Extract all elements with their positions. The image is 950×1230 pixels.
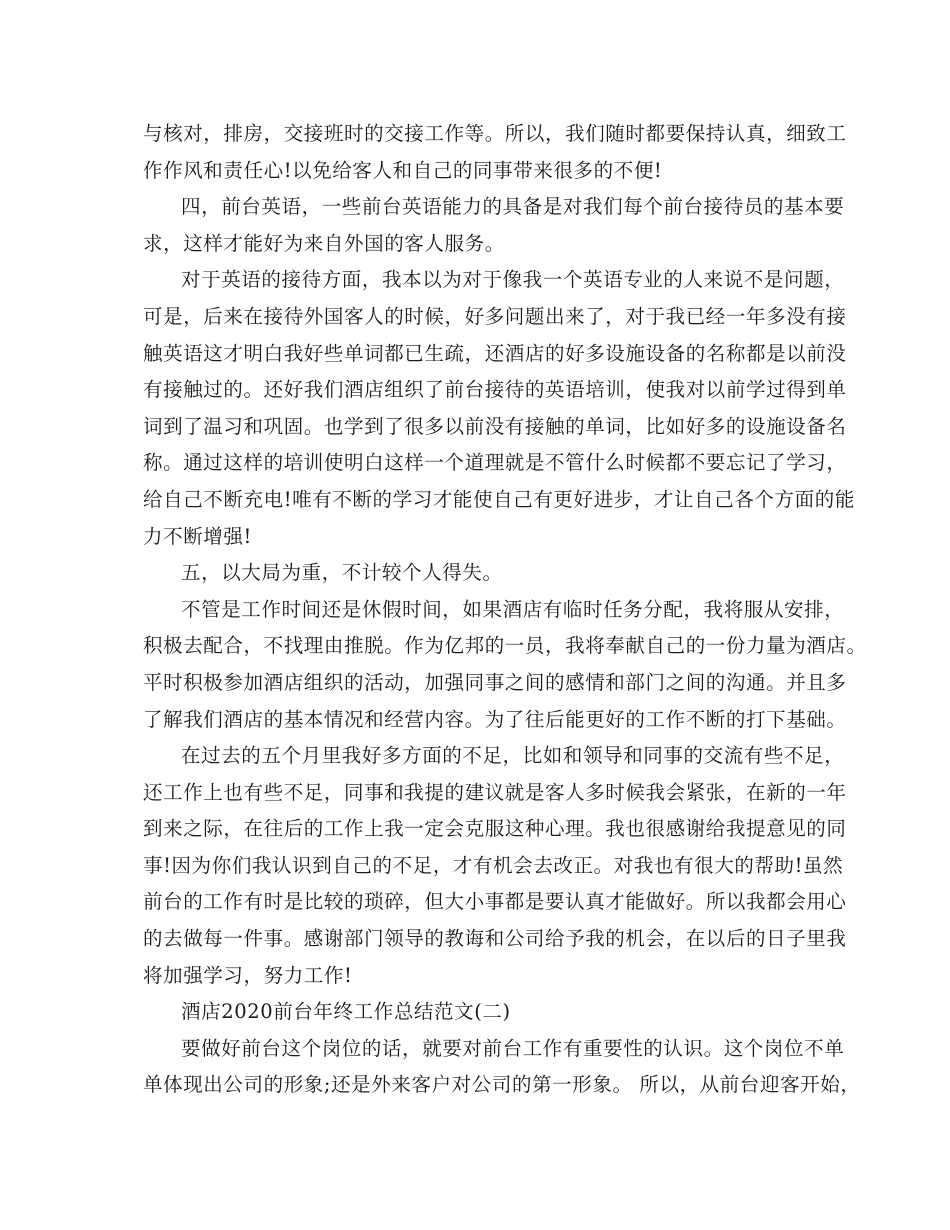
text-line: 前台的工作有时是比较的琐碎，但大小事都是要认真才能做好。所以我都会用心 — [143, 890, 847, 914]
text-line: 触英语这才明白我好些单词都已生疏，还酒店的好多设施设备的名称都是以前没 — [143, 341, 847, 365]
text-line: 对于英语的接待方面，我本以为对于像我一个英语专业的人来说不是问题， — [181, 268, 845, 292]
text-line: 的去做每一件事。感谢部门领导的教诲和公司给予我的机会，在以后的日子里我 — [143, 927, 847, 951]
text-line: 单体现出公司的形象;还是外来客户对公司的第一形象。 所以，从前台迎客开始， — [143, 1073, 861, 1097]
text-line: 在过去的五个月里我好多方面的不足，比如和领导和同事的交流有些不足， — [181, 744, 845, 768]
text-line: 酒店2020前台年终工作总结范文(二) — [181, 1000, 511, 1024]
text-line: 给自己不断充电!唯有不断的学习才能使自己有更好进步，才让自己各个方面的能 — [143, 487, 855, 511]
text-line: 可是，后来在接待外国客人的时候，好多问题出来了，对于我已经一年多没有接 — [143, 304, 847, 328]
text-line: 不管是工作时间还是休假时间，如果酒店有临时任务分配，我将服从安排， — [181, 597, 845, 621]
text-line: 到来之际，在往后的工作上我一定会克服这种心理。我也很感谢给我提意见的同 — [143, 817, 847, 841]
text-line: 积极去配合，不找理由推脱。作为亿邦的一员，我将奉献自己的一份力量为酒店。 — [143, 634, 867, 658]
text-line: 称。通过这样的培训使明白这样一个道理就是不管什么时候都不要忘记了学习， — [143, 451, 847, 475]
text-line: 还工作上也有些不足，同事和我提的建议就是客人多时候我会紧张，在新的一年 — [143, 780, 847, 804]
text-line: 要做好前台这个岗位的话，就要对前台工作有重要性的认识。这个岗位不单 — [181, 1036, 845, 1060]
document-body — [143, 116, 867, 1104]
text-line: 四，前台英语，一些前台英语能力的具备是对我们每个前台接待员的基本要 — [181, 195, 845, 219]
text-line: 与核对，排房，交接班时的交接工作等。所以，我们随时都要保持认真，细致工 — [143, 122, 847, 145]
text-line: 事!因为你们我认识到自己的不足，才有机会去改正。对我也有很大的帮助!虽然 — [143, 853, 844, 877]
text-line: 有接触过的。还好我们酒店组织了前台接待的英语培训，使我对以前学过得到单 — [143, 378, 847, 402]
text-line: 五，以大局为重，不计较个人得失。 — [181, 561, 503, 585]
text-line: 平时积极参加酒店组织的活动，加强同事之间的感情和部门之间的沟通。并且多 — [143, 670, 847, 694]
text-line: 词到了温习和巩固。也学到了很多以前没有接触的单词，比如好多的设施设备名 — [143, 414, 847, 438]
text-line: 将加强学习，努力工作! — [143, 963, 353, 987]
text-line: 了解我们酒店的基本情况和经营内容。为了往后能更好的工作不断的打下基础。 — [143, 707, 847, 731]
text-line: 力不断增强! — [143, 524, 252, 548]
text-line: 作作风和责任心!以免给客人和自己的同事带来很多的不便! — [143, 158, 663, 182]
text-line: 求，这样才能好为来自外国的客人服务。 — [143, 231, 505, 255]
